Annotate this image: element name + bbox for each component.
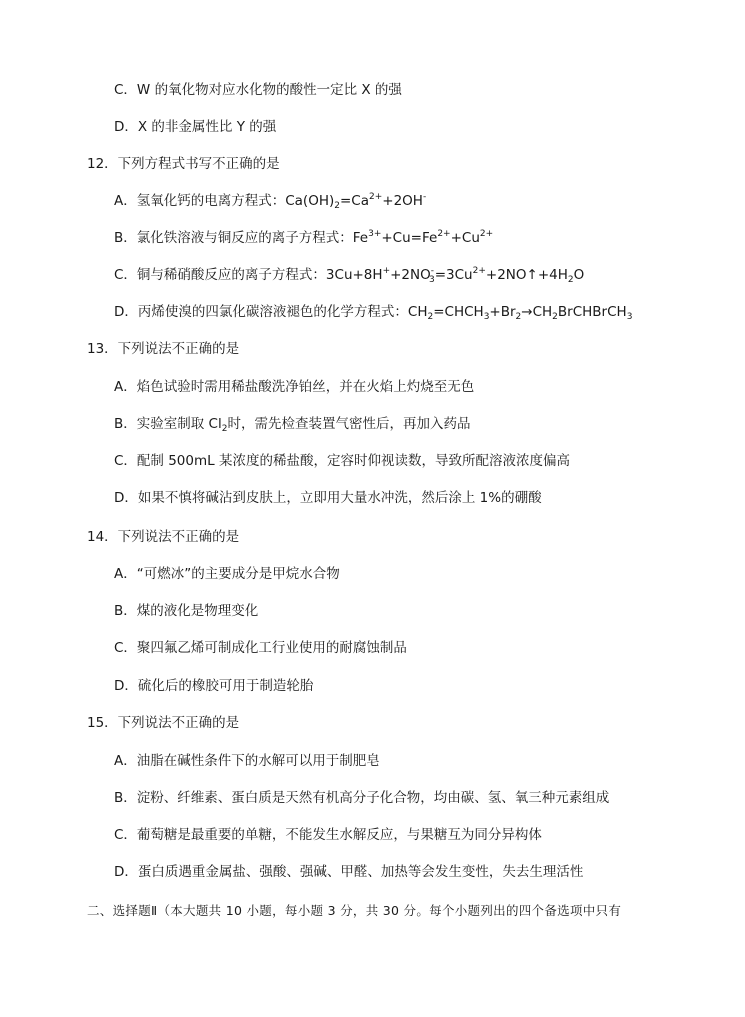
q12d-text: D．丙烯使溴的四氯化碳溶液褪色的化学方程式：CH xyxy=(114,304,428,320)
q12b-mid2: +Cu xyxy=(450,230,480,246)
q12c-text: C．铜与稀硝酸反应的离子方程式：3Cu+8H xyxy=(114,267,383,283)
question-12-stem: 12．下列方程式书写不正确的是 xyxy=(87,156,280,172)
q12c-sub2: 2 xyxy=(567,275,574,285)
q12c-mid2: =3Cu xyxy=(434,267,473,283)
q12c-sup3: 2+ xyxy=(472,266,486,276)
q13b-text: B．实验室制取 Cl xyxy=(114,416,222,432)
q12d-p1: =CHCH xyxy=(433,304,484,320)
q13b-sub: 2 xyxy=(221,424,228,434)
q12-option-c xyxy=(114,265,584,285)
q12c-ion-charge: - xyxy=(430,266,434,276)
q12b-mid: +Cu=Fe xyxy=(381,230,438,246)
q12b-text: B．氯化铁溶液与铜反应的离子方程式：Fe xyxy=(114,230,369,246)
question-13-stem: 13．下列说法不正确的是 xyxy=(87,341,240,357)
q12-option-b xyxy=(114,228,493,248)
q14-option-b: B．煤的液化是物理变化 xyxy=(114,603,259,619)
q12c-nitrate-ion xyxy=(431,265,435,285)
q12d-sub2: 3 xyxy=(483,312,490,322)
q12b-sup1: 3+ xyxy=(368,229,382,239)
q15-option-a: A．油脂在碱性条件下的水解可以用于制肥皂 xyxy=(114,753,380,769)
q13-option-b xyxy=(114,414,470,434)
q12d-p2: +Br xyxy=(489,304,516,320)
q12d-sub3: 2 xyxy=(515,312,522,322)
q13-option-a: A．焰色试验时需用稀盐酸洗净铂丝，并在火焰上灼烧至无色 xyxy=(114,379,475,395)
q11-option-c: C．W 的氧化物对应水化物的酸性一定比 X 的强 xyxy=(114,82,402,98)
q15-option-b: B．淀粉、纤维素、蛋白质是天然有机高分子化合物，均由碳、氢、氧三种元素组成 xyxy=(114,790,610,806)
q12a-mid: =Ca xyxy=(339,193,369,209)
q12a-sup1: 2+ xyxy=(369,192,383,202)
q12d-sub4: 2 xyxy=(552,312,558,322)
q13-option-d: D．如果不慎将碱沾到皮肤上，立即用大量水冲洗，然后涂上 1%的硼酸 xyxy=(114,490,542,506)
q12c-mid: +2NO xyxy=(390,267,431,283)
q12d-sub5: 3 xyxy=(626,312,633,322)
q12c-sup1: + xyxy=(382,266,391,276)
q14-option-d: D．硫化后的橡胶可用于制造轮胎 xyxy=(114,678,314,694)
section-2-heading: 二、选择题Ⅱ（本大题共 10 小题，每小题 3 分，共 30 分。每个小题列出的四个备选项中只有 xyxy=(87,903,622,918)
q12c-end: O xyxy=(573,267,585,283)
q12a-tail: +2OH xyxy=(382,193,423,209)
q12-option-d xyxy=(114,302,632,322)
q15-option-c: C．葡萄糖是最重要的单糖，不能发生水解反应，与果糖互为同分异构体 xyxy=(114,827,542,843)
q11-option-d: D．X 的非金属性比 Y 的强 xyxy=(114,119,277,135)
q12b-sup3: 2+ xyxy=(479,229,494,239)
q12c-tail: +2NO↑+4H xyxy=(485,267,568,283)
q12b-sup2: 2+ xyxy=(437,229,451,239)
q12-option-a xyxy=(114,191,426,211)
q12c-ion-sub: 3 xyxy=(429,275,435,285)
q14-option-a: A．“可燃冰”的主要成分是甲烷水合物 xyxy=(114,566,340,582)
q12d-p3: →CH xyxy=(521,304,553,320)
question-15-stem: 15．下列说法不正确的是 xyxy=(87,715,240,731)
q13b-tail: 时，需先检查装置气密性后，再加入药品 xyxy=(227,416,471,432)
q12a-text: A．氢氧化钙的电离方程式：Ca(OH) xyxy=(114,193,335,209)
question-14-stem: 14．下列说法不正确的是 xyxy=(87,529,240,545)
q12d-sub1: 2 xyxy=(427,312,434,322)
q13-option-c: C．配制 500mL 某浓度的稀盐酸，定容时仰视读数，导致所配溶液浓度偏高 xyxy=(114,453,570,469)
q14-option-c: C．聚四氟乙烯可制成化工行业使用的耐腐蚀制品 xyxy=(114,640,407,656)
q12d-p4: BrCHBrCH xyxy=(557,304,627,320)
q15-option-d: D．蛋白质遇重金属盐、强酸、强碱、甲醛、加热等会发生变性，失去生理活性 xyxy=(114,864,584,880)
q12a-sup2: - xyxy=(422,192,427,202)
q12a-sub: 2 xyxy=(334,201,340,211)
